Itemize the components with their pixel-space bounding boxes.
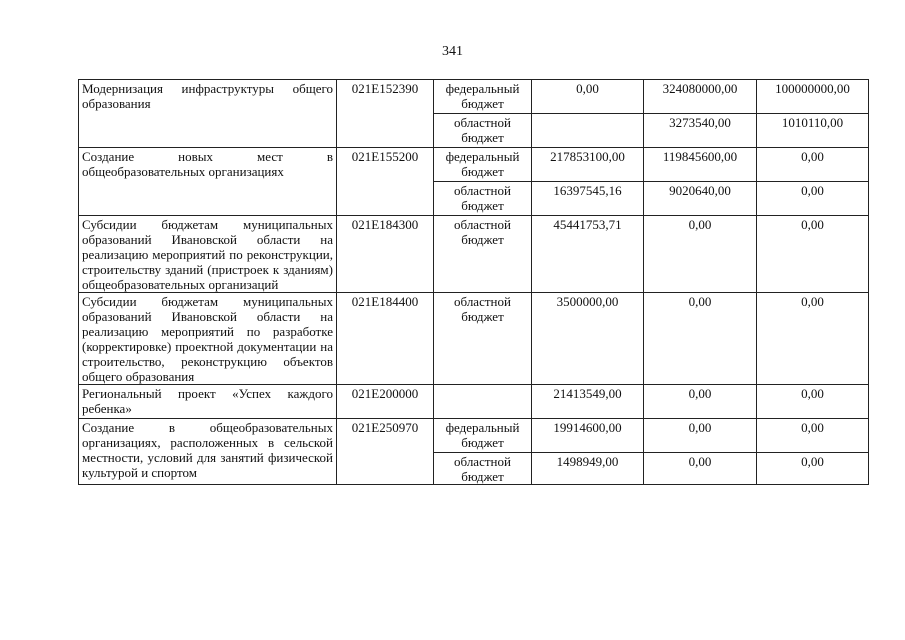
- table-row: [79, 419, 869, 453]
- amount-year1-cell: [532, 114, 644, 148]
- table-row: [79, 148, 869, 182]
- amount-year3-cell: 0,00: [757, 216, 869, 293]
- funding-source-cell: областной бюджет: [434, 453, 532, 485]
- amount-year2-cell: 0,00: [644, 453, 757, 485]
- code-cell: 021E200000: [337, 385, 434, 419]
- funding-source-cell: федеральный бюджет: [434, 148, 532, 182]
- budget-table: [78, 79, 869, 485]
- amount-year3-cell: 1010110,00: [757, 114, 869, 148]
- table-row: [79, 293, 869, 385]
- program-name-cell: Создание в общеобразовательных организациях, расположенных в сельской местности, условий для занятий физической культурой и спортом: [79, 419, 337, 485]
- amount-year2-cell: 0,00: [644, 216, 757, 293]
- amount-year1-cell: 19914600,00: [532, 419, 644, 453]
- funding-source-cell: областной бюджет: [434, 216, 532, 293]
- amount-year1-cell: 217853100,00: [532, 148, 644, 182]
- amount-year2-cell: 0,00: [644, 419, 757, 453]
- page-number: 341: [442, 44, 463, 59]
- funding-source-cell: федеральный бюджет: [434, 80, 532, 114]
- amount-year2-cell: 0,00: [644, 293, 757, 385]
- program-name-cell: Создание новых мест в общеобразовательных организациях: [79, 148, 337, 216]
- amount-year3-cell: 0,00: [757, 419, 869, 453]
- amount-year1-cell: 3500000,00: [532, 293, 644, 385]
- amount-year3-cell: 100000000,00: [757, 80, 869, 114]
- code-cell: 021E152390: [337, 80, 434, 148]
- amount-year1-cell: 16397545,16: [532, 182, 644, 216]
- amount-year2-cell: 9020640,00: [644, 182, 757, 216]
- amount-year1-cell: 21413549,00: [532, 385, 644, 419]
- table-row: [79, 385, 869, 419]
- amount-year3-cell: 0,00: [757, 385, 869, 419]
- code-cell: 021E184400: [337, 293, 434, 385]
- amount-year1-cell: 1498949,00: [532, 453, 644, 485]
- table-row: [79, 216, 869, 293]
- funding-source-cell: [434, 385, 532, 419]
- amount-year2-cell: 0,00: [644, 385, 757, 419]
- code-cell: 021E155200: [337, 148, 434, 216]
- code-cell: 021E184300: [337, 216, 434, 293]
- funding-source-cell: федеральный бюджет: [434, 419, 532, 453]
- amount-year1-cell: 45441753,71: [532, 216, 644, 293]
- code-cell: 021E250970: [337, 419, 434, 485]
- funding-source-cell: областной бюджет: [434, 182, 532, 216]
- funding-source-cell: областной бюджет: [434, 114, 532, 148]
- amount-year2-cell: 119845600,00: [644, 148, 757, 182]
- amount-year2-cell: 324080000,00: [644, 80, 757, 114]
- program-name-cell: Субсидии бюджетам муниципальных образований Ивановской области на реализацию мероприятий по реконструкции, строительству зданий (пристроек к зданиям) общеобразовательных организаций: [79, 216, 337, 293]
- amount-year1-cell: 0,00: [532, 80, 644, 114]
- amount-year3-cell: 0,00: [757, 148, 869, 182]
- table-row: [79, 80, 869, 114]
- amount-year3-cell: 0,00: [757, 182, 869, 216]
- program-name-cell: Модернизация инфраструктуры общего образования: [79, 80, 337, 148]
- amount-year3-cell: 0,00: [757, 453, 869, 485]
- amount-year3-cell: 0,00: [757, 293, 869, 385]
- funding-source-cell: областной бюджет: [434, 293, 532, 385]
- program-name-cell: Субсидии бюджетам муниципальных образований Ивановской области на реализацию мероприятий по разработке (корректировке) проектной документации на строительство, реконструкцию объектов общего образования: [79, 293, 337, 385]
- amount-year2-cell: 3273540,00: [644, 114, 757, 148]
- program-name-cell: Региональный проект «Успех каждого ребенка»: [79, 385, 337, 419]
